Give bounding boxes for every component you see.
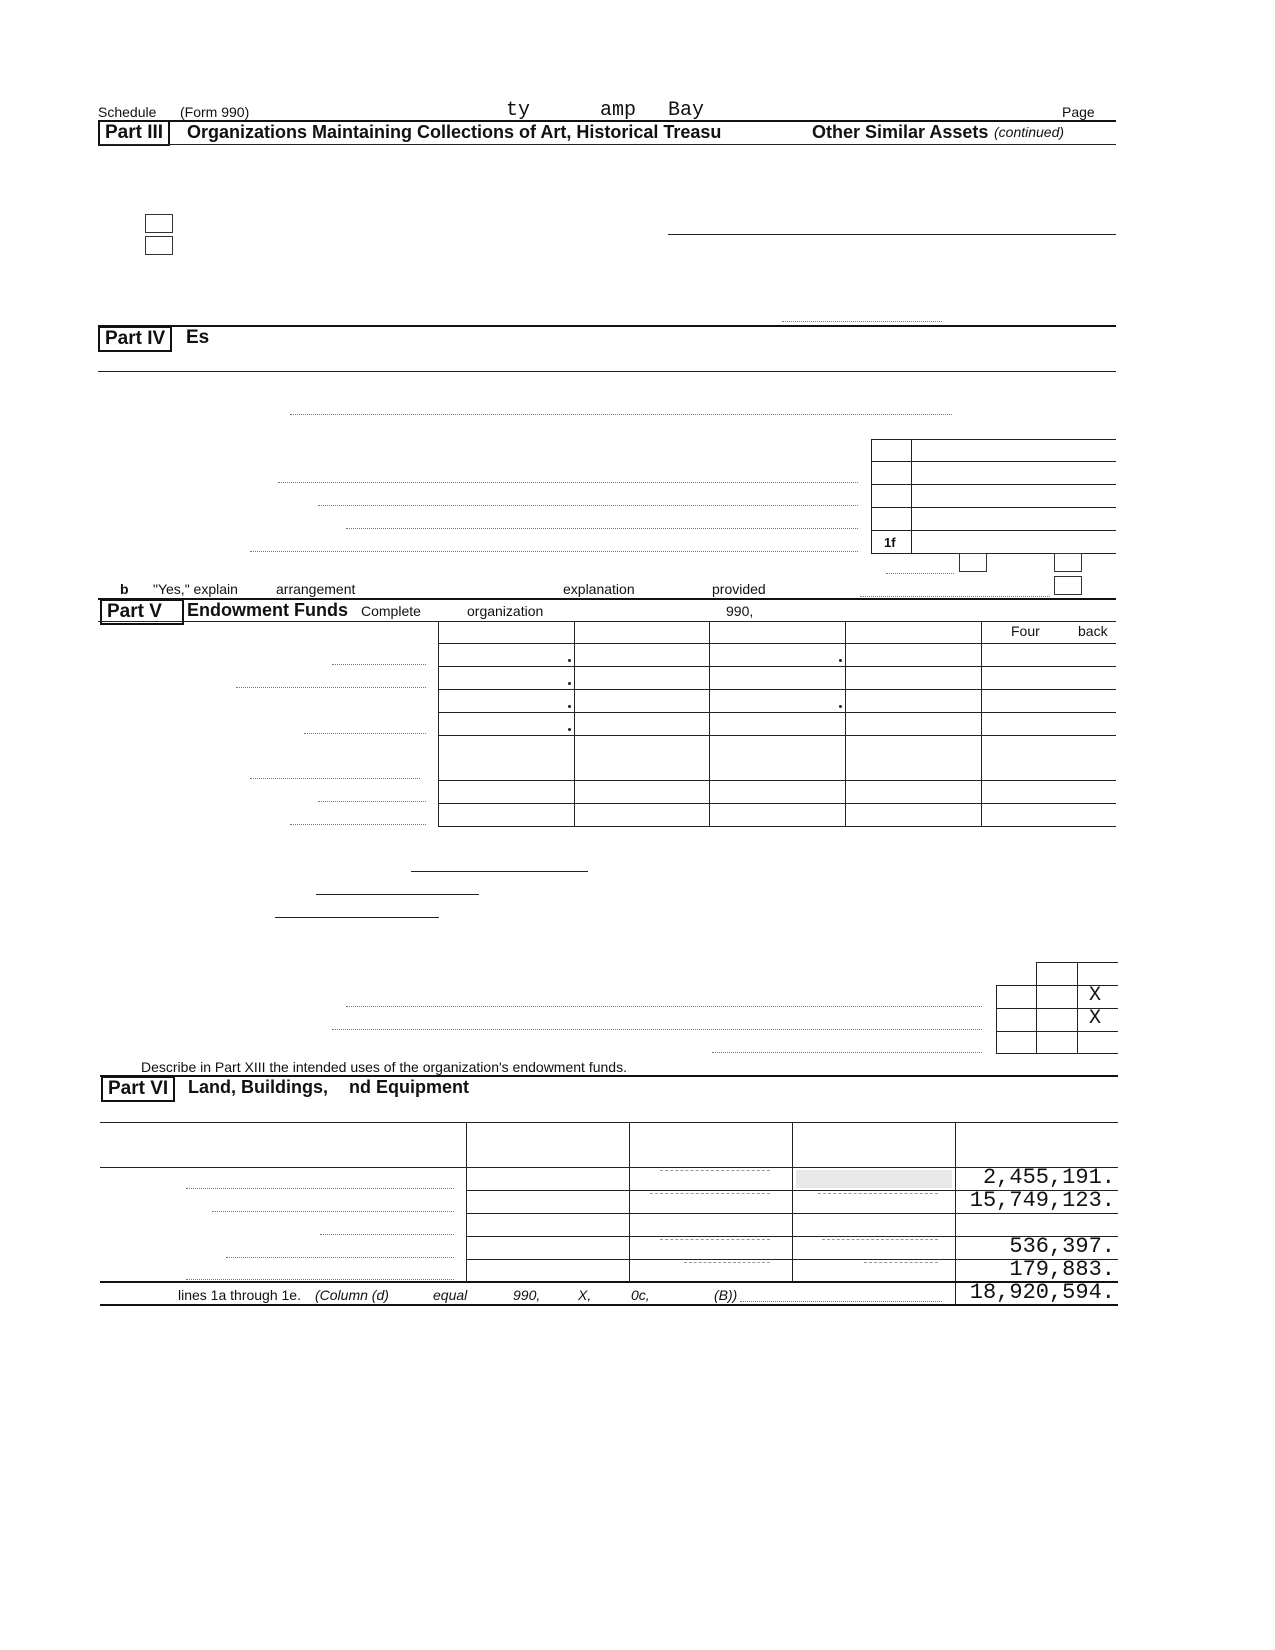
part4-leader-3 xyxy=(318,505,858,506)
part4-no-checkbox[interactable] xyxy=(1054,553,1082,572)
part5-describe-note: Describe in Part XIII the intended uses of the organization's endowment funds. xyxy=(141,1059,627,1075)
part5-leader xyxy=(250,778,420,779)
part5-decimal-mark xyxy=(568,682,571,685)
part4-top-rule xyxy=(98,325,1116,327)
part5-col-e-head-1: Four xyxy=(1011,623,1040,639)
part5-leader-3c xyxy=(712,1052,982,1053)
masked-value xyxy=(660,1239,770,1240)
explanation-text: explanation xyxy=(563,581,635,597)
part6-title-a: Land, Buildings, xyxy=(188,1077,328,1097)
part5-answer-line-a xyxy=(411,871,588,872)
line-1b-value: 15,749,123. xyxy=(969,1188,1115,1213)
total-label-g: (B)) xyxy=(714,1287,738,1303)
part5-leader xyxy=(290,824,426,825)
yes-no-grid-vline xyxy=(1077,962,1078,1053)
part5-row-line xyxy=(438,712,1116,713)
part5-answer-line-b xyxy=(316,894,479,895)
arrangement-text: arrangement xyxy=(276,581,356,597)
part3-title-right: Other Similar Assets xyxy=(812,122,989,142)
provided-text: provided xyxy=(712,581,766,597)
part6-row-line xyxy=(466,1213,1118,1214)
part3-tab: Part III xyxy=(98,120,170,146)
line-3a-no-x[interactable]: X xyxy=(1089,984,1102,1007)
total-label-b: (Column (d) xyxy=(315,1287,389,1303)
part4-tab: Part IV xyxy=(98,326,172,352)
part5-complete: Complete xyxy=(361,603,421,619)
masked-value xyxy=(864,1262,938,1263)
part5-decimal-mark xyxy=(568,659,571,662)
org-name-part-3: Bay xyxy=(668,99,705,122)
part4-grid-rule xyxy=(871,484,1116,485)
yes-no-grid-vline xyxy=(1036,962,1037,1053)
org-name-part-1: ty xyxy=(506,99,531,122)
part4-rule xyxy=(98,371,1116,372)
masked-value xyxy=(818,1193,938,1194)
part5-row-line xyxy=(438,643,1116,644)
part5-decimal-mark xyxy=(839,705,842,708)
part3-checkbox-2[interactable] xyxy=(145,236,173,255)
part5-row-line xyxy=(438,826,1116,827)
total-label-f: 0c, xyxy=(631,1287,650,1303)
total-label-a: lines 1a through 1e. xyxy=(178,1287,301,1303)
part5-col-line xyxy=(981,621,982,826)
part3-continued: (continued) xyxy=(994,124,1065,140)
part5-leader xyxy=(332,664,426,665)
line-1a-value: 2,455,191. xyxy=(982,1165,1115,1190)
part3-rule xyxy=(98,144,1116,145)
line-b-label: b xyxy=(120,581,129,597)
masked-value xyxy=(660,1170,770,1171)
part5-col-line xyxy=(845,621,846,826)
masked-value xyxy=(650,1193,770,1194)
part4-leader-5 xyxy=(250,551,858,552)
line-1f-label: 1f xyxy=(884,535,896,550)
part5-tab: Part V xyxy=(100,599,184,625)
part4-grid-rule xyxy=(871,507,1116,508)
part4-title: Es xyxy=(186,327,210,348)
yes-no-grid-line xyxy=(996,1053,1118,1054)
part4-leader-7 xyxy=(860,596,1050,597)
part6-col-line xyxy=(792,1122,793,1282)
part6-header-rule xyxy=(100,1122,1118,1123)
schedule-label: Schedule xyxy=(98,104,157,120)
part6-total-leader xyxy=(740,1301,942,1302)
part4-leader-4 xyxy=(346,528,858,529)
part5-title: Endowment Funds xyxy=(187,600,348,620)
part5-leader xyxy=(236,687,426,688)
page-label: Page xyxy=(1062,104,1095,120)
part4-grid-vline xyxy=(911,439,912,553)
part5-leader-3a xyxy=(346,1006,982,1007)
part5-organization: organization xyxy=(467,603,544,619)
part5-form-ref: 990, xyxy=(726,603,754,619)
part4-grid-rule xyxy=(871,439,1116,440)
part4-no-checkbox-2[interactable] xyxy=(1054,576,1082,595)
part5-col-line xyxy=(709,621,710,826)
part4-grid-rule xyxy=(871,530,1116,531)
part5-decimal-mark xyxy=(568,728,571,731)
part5-leader xyxy=(304,733,426,734)
part6-tab: Part VI xyxy=(101,1076,175,1102)
part5-row-line xyxy=(438,780,1116,781)
part4-grid-vline xyxy=(871,439,872,553)
part5-row-line xyxy=(438,666,1116,667)
part5-col-line xyxy=(438,621,439,826)
part5-row-line xyxy=(438,735,1116,736)
part4-leader-6 xyxy=(886,573,954,574)
part5-decimal-mark xyxy=(839,659,842,662)
part5-col-line xyxy=(574,621,575,826)
part3-title: Organizations Maintaining Collections of Art, Historical Treasu xyxy=(187,122,722,142)
line-1e-value: 179,883. xyxy=(1009,1257,1115,1282)
part4-leader-2 xyxy=(278,482,858,483)
line-1d-value: 536,397. xyxy=(1009,1234,1115,1259)
part6-leader xyxy=(226,1257,454,1258)
part4-leader-1 xyxy=(290,414,952,415)
yes-explain-text: "Yes," explain xyxy=(153,581,238,597)
masked-value xyxy=(684,1262,770,1263)
part6-leader xyxy=(186,1279,454,1280)
form-label: (Form 990) xyxy=(180,104,250,120)
part5-leader-3b xyxy=(332,1029,982,1030)
part6-col-line xyxy=(629,1122,630,1282)
part6-title-b: nd Equipment xyxy=(349,1077,469,1097)
part3-answer-line xyxy=(668,234,1116,235)
part5-decimal-mark xyxy=(568,705,571,708)
part4-grid-rule xyxy=(871,461,1116,462)
part5-leader xyxy=(318,801,426,802)
part5-col-e-head-2: back xyxy=(1078,623,1108,639)
total-label-c: equal xyxy=(433,1287,468,1303)
part5-answer-line-c xyxy=(275,917,439,918)
part6-col-line xyxy=(466,1122,467,1282)
line-3b-no-x[interactable]: X xyxy=(1089,1007,1102,1030)
part3-checkbox-1[interactable] xyxy=(145,214,173,233)
part6-leader xyxy=(212,1211,454,1212)
org-name-part-2: amp xyxy=(600,99,637,122)
part6-leader xyxy=(186,1188,454,1189)
part5-header-rule xyxy=(98,621,1116,622)
part4-yes-checkbox[interactable] xyxy=(959,553,987,572)
part5-row-line xyxy=(438,803,1116,804)
yes-no-grid-line xyxy=(996,1031,1118,1032)
part3-leader-dots xyxy=(782,321,942,322)
total-value: 18,920,594. xyxy=(969,1280,1115,1305)
part5-row-line xyxy=(438,689,1116,690)
part6-leader xyxy=(320,1234,454,1235)
total-label-e: X, xyxy=(578,1287,592,1303)
yes-no-grid-vline xyxy=(996,985,997,1053)
masked-value xyxy=(822,1239,938,1240)
masked-value-block xyxy=(796,1170,952,1188)
total-label-d: 990, xyxy=(513,1287,541,1303)
